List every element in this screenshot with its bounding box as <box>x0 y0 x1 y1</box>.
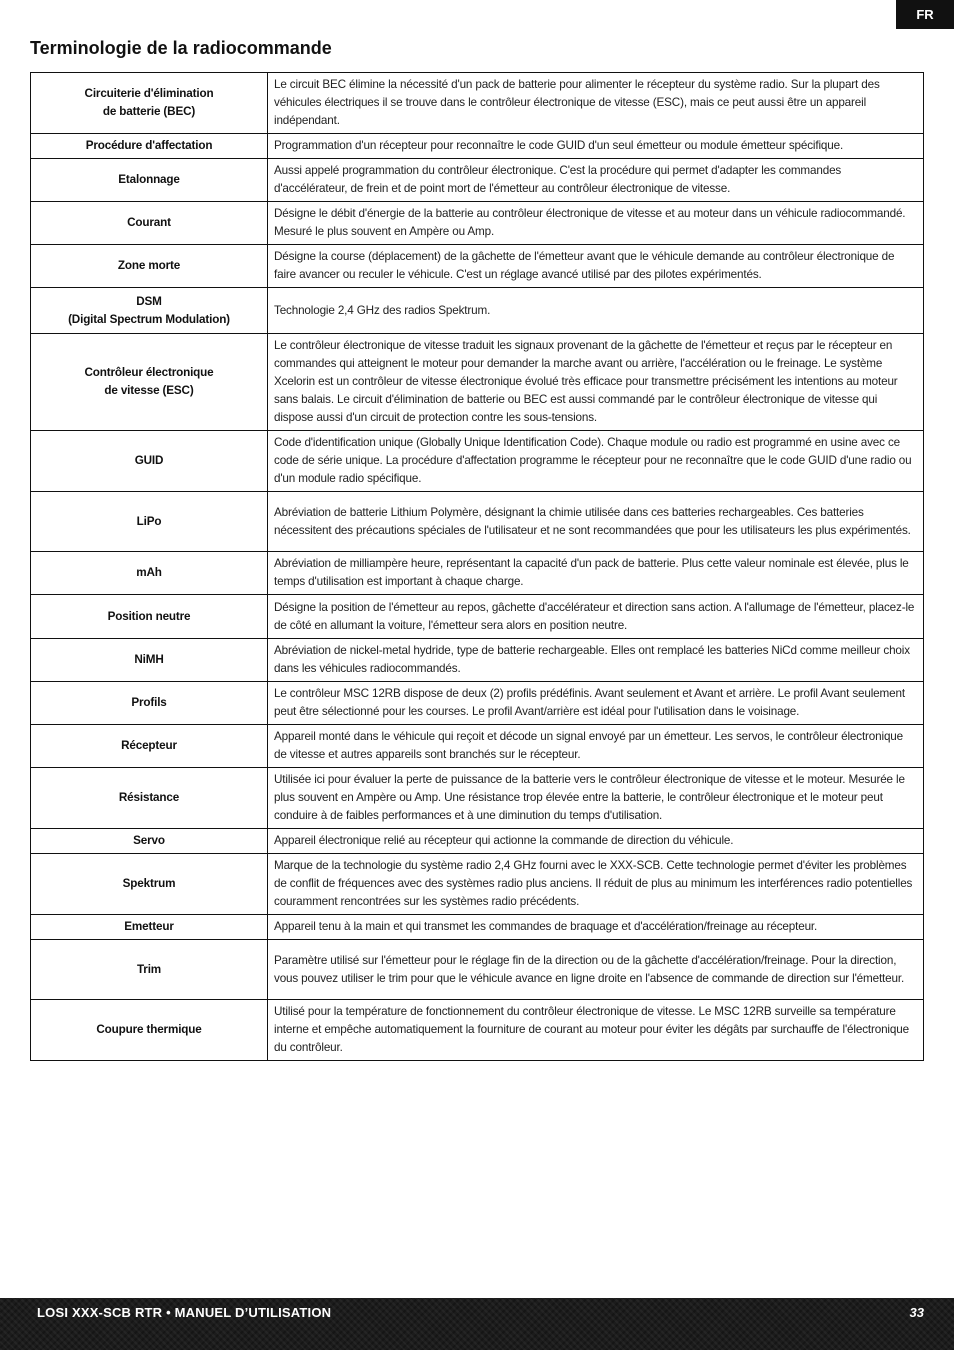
glossary-definition: Appareil monté dans le véhicule qui reçoit et décode un signal envoyé par un émetteur. Les servos, le contrôleur électronique de vitesse et autres appareils sont branchés sur le récepteur. <box>268 725 924 768</box>
language-tab: FR <box>896 0 954 29</box>
glossary-definition: Désigne la course (déplacement) de la gâchette de l'émetteur avant que le véhicule demande au contrôleur électronique de faire avancer ou reculer le véhicule. C'est un réglage avancé utilisé par des pilotes expérimentés. <box>268 245 924 288</box>
glossary-term: DSM (Digital Spectrum Modulation) <box>31 288 268 334</box>
glossary-term: Courant <box>31 202 268 245</box>
glossary-row <box>31 334 924 431</box>
glossary-definition: Abréviation de batterie Lithium Polymère, désignant la chimie utilisée dans ces batteries rechargeables. Ces batteries nécessitent des précautions spéciales de l'utilisateur et ne sont recommandées que pour les utilisateurs les plus expérimentés. <box>268 492 924 552</box>
glossary-term: Coupure thermique <box>31 1000 268 1061</box>
page-number: 33 <box>909 1305 924 1320</box>
glossary-row <box>31 134 924 159</box>
glossary-definition: Appareil tenu à la main et qui transmet les commandes de braquage et d'accélération/freinage au récepteur. <box>268 915 924 940</box>
glossary-row <box>31 854 924 915</box>
glossary-definition: Abréviation de nickel-metal hydride, type de batterie rechargeable. Elles ont remplacé les batteries NiCd comme meilleur choix dans les véhicules radiocommandés. <box>268 639 924 682</box>
glossary-row <box>31 829 924 854</box>
glossary-definition: Paramètre utilisé sur l'émetteur pour le réglage fin de la direction ou de la gâchette d'accélération/freinage. Pour la direction, vous pouvez utiliser le trim pour que le véhicule avance en ligne droite en l'absence de commande de direction sur l'émetteur. <box>268 940 924 1000</box>
glossary-definition: Technologie 2,4 GHz des radios Spektrum. <box>268 288 924 334</box>
glossary-term: Profils <box>31 682 268 725</box>
glossary-row <box>31 1000 924 1061</box>
glossary-term: Spektrum <box>31 854 268 915</box>
glossary-row <box>31 288 924 334</box>
glossary-row <box>31 768 924 829</box>
glossary-term: Circuiterie d'élimination de batterie (BEC) <box>31 73 268 134</box>
glossary-row <box>31 73 924 134</box>
glossary-definition: Abréviation de milliampère heure, représentant la capacité d'un pack de batterie. Plus cette valeur nominale est élevée, plus le temps d'utilisation est important à chaque charge. <box>268 552 924 595</box>
glossary-term: Zone morte <box>31 245 268 288</box>
glossary-definition: Marque de la technologie du système radio 2,4 GHz fourni avec le XXX-SCB. Cette technologie permet d'éviter les problèmes de conflit de fréquences avec des systèmes radio plus anciens. Il réduit de plus au minimum les interférences radio potentielles couramment rencontrées sur les systèmes radio précédents. <box>268 854 924 915</box>
glossary-row <box>31 940 924 1000</box>
glossary-term: Récepteur <box>31 725 268 768</box>
glossary-definition: Appareil électronique relié au récepteur qui actionne la commande de direction du véhicule. <box>268 829 924 854</box>
glossary-row <box>31 915 924 940</box>
glossary-definition: Utilisé pour la température de fonctionnement du contrôleur électronique de vitesse. Le MSC 12RB surveille sa température interne et empêche automatiquement la fourniture de courant au moteur pour éviter les dégâts par surchauffe de l'électronique du contrôleur. <box>268 1000 924 1061</box>
glossary-term: Servo <box>31 829 268 854</box>
glossary-term: LiPo <box>31 492 268 552</box>
glossary-term: Trim <box>31 940 268 1000</box>
glossary-term: Etalonnage <box>31 159 268 202</box>
glossary-term: Procédure d'affectation <box>31 134 268 159</box>
glossary-term: Emetteur <box>31 915 268 940</box>
glossary-row <box>31 639 924 682</box>
glossary-row <box>31 595 924 639</box>
footer-title: LOSI XXX-SCB RTR • MANUEL D’UTILISATION <box>37 1305 332 1320</box>
glossary-row <box>31 682 924 725</box>
glossary-term: Résistance <box>31 768 268 829</box>
glossary-term: GUID <box>31 431 268 492</box>
glossary-definition: Aussi appelé programmation du contrôleur électronique. C'est la procédure qui permet d'adapter les commandes d'accélérateur, de frein et de point mort de l'émetteur au contrôleur électronique de vitesse. <box>268 159 924 202</box>
glossary-table <box>30 72 924 1061</box>
glossary-term: Contrôleur électronique de vitesse (ESC) <box>31 334 268 431</box>
glossary-definition: Le contrôleur MSC 12RB dispose de deux (2) profils prédéfinis. Avant seulement et Avant et arrière. Le profil Avant seulement peut être sélectionné pour les courses. Le profil Avant/arrière est idéal pour l'utilisation dans le voisinage. <box>268 682 924 725</box>
glossary-row <box>31 725 924 768</box>
glossary-definition: Utilisée ici pour évaluer la perte de puissance de la batterie vers le contrôleur électronique de vitesse et le moteur. Mesurée le plus souvent en Ampère ou Amp. Une résistance trop élevée entre la batterie, le contrôleur électronique et le moteur peut conduire à de faibles performances et à une diminution du temps d'utilisation. <box>268 768 924 829</box>
glossary-term: mAh <box>31 552 268 595</box>
footer-bar <box>0 1298 954 1350</box>
glossary-definition: Code d'identification unique (Globally Unique Identification Code). Chaque module ou radio est programmé en usine avec ce code de série unique. La procédure d'affectation programme le récepteur pour ne reconnaître que le code GUID d'une radio ou d'un module radio spécifique. <box>268 431 924 492</box>
glossary-row <box>31 159 924 202</box>
glossary-definition: Le circuit BEC élimine la nécessité d'un pack de batterie pour alimenter le récepteur du système radio. Sur la plupart des véhicules électriques il se trouve dans le contrôleur électronique de vitesse (ESC), mais ce peut aussi être un appareil indépendant. <box>268 73 924 134</box>
page-title: Terminologie de la radiocommande <box>30 38 332 58</box>
glossary-term: Position neutre <box>31 595 268 639</box>
glossary-row <box>31 202 924 245</box>
glossary-row <box>31 245 924 288</box>
glossary-row <box>31 492 924 552</box>
glossary-term: NiMH <box>31 639 268 682</box>
glossary-definition: Programmation d'un récepteur pour reconnaître le code GUID d'un seul émetteur ou module émetteur spécifique. <box>268 134 924 159</box>
glossary-definition: Désigne la position de l'émetteur au repos, gâchette d'accélérateur et direction sans action. A l'allumage de l'émetteur, placez-le de côté en allumant la voiture, l'émetteur sera alors en position neutre. <box>268 595 924 639</box>
glossary-row <box>31 552 924 595</box>
glossary-definition: Le contrôleur électronique de vitesse traduit les signaux provenant de la gâchette de l'émetteur et reçus par le récepteur en commandes qui atteignent le moteur pour demander la marche avant ou arrière, l'accélération ou le freinage. Le système Xcelorin est un contrôleur de vitesse électronique évolué très efficace pour transmettre précisément les intentions au moteur sans balais. Le circuit d'élimination de batterie ou BEC est aussi commandé par le contrôleur électronique de vitesse qui dispose aussi d'un circuit de protection contre les sous-tensions. <box>268 334 924 431</box>
glossary-row <box>31 431 924 492</box>
glossary-definition: Désigne le débit d'énergie de la batterie au contrôleur électronique de vitesse et au moteur dans un véhicule radiocommandé. Mesuré le plus souvent en Ampère ou Amp. <box>268 202 924 245</box>
